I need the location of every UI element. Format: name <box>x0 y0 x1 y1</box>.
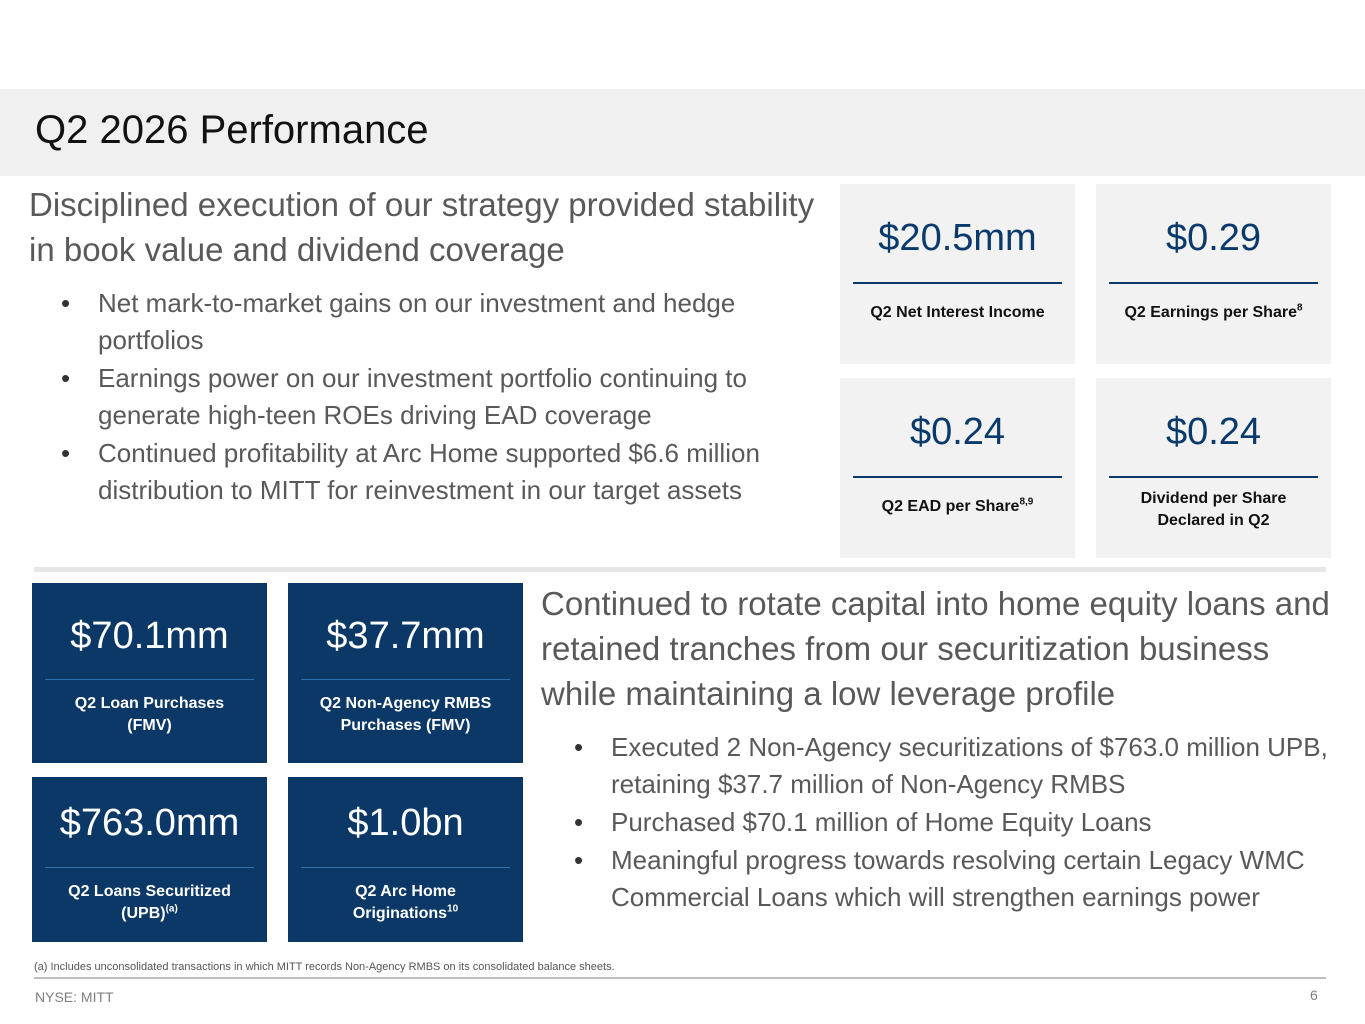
footnote-ref: (a) <box>165 903 178 915</box>
kpi-value: $70.1mm <box>70 615 229 657</box>
kpi-label: Q2 Loans Securitized (UPB)$^{(a)}$ <box>68 883 231 922</box>
page-number: 6 <box>1310 987 1318 1003</box>
section-divider <box>34 567 1326 572</box>
kpi-value: $20.5mm <box>878 217 1037 259</box>
kpi-earnings-per-share <box>1096 184 1331 364</box>
kpi-label: Q2 Non-Agency RMBS Purchases (FMV) <box>319 695 492 734</box>
kpi-dividend-per-share <box>1096 378 1331 558</box>
kpi-label: Dividend per Share Declared in Q2 <box>1140 490 1287 529</box>
kpi-label: Q2 Earnings per Share$^8$ <box>1124 302 1303 321</box>
kpi-value: $1.0bn <box>347 802 464 844</box>
kpi-divider <box>301 679 510 680</box>
kpi-arc-home-originations <box>288 777 523 942</box>
kpi-divider <box>1109 476 1318 478</box>
kpi-divider <box>853 282 1062 284</box>
footer-ticker: NYSE: MITT <box>35 989 114 1005</box>
bullet-item: • Executed 2 Non-Agency securitizations of $763.0 million UPB, retaining $37.7 million of Non-Agency RMBS <box>544 729 1334 803</box>
kpi-divider <box>45 679 254 680</box>
kpi-divider <box>853 476 1062 478</box>
section1-bullets <box>31 285 801 510</box>
kpi-label: Q2 Loan Purchases (FMV) <box>74 695 225 734</box>
section2-bullets <box>544 729 1334 917</box>
section1-headline: Disciplined execution of our strategy provided stability in book value and dividend coverage <box>29 186 815 268</box>
footnote-ref: 10 <box>447 903 459 915</box>
footnote-ref: 8 <box>1296 302 1303 314</box>
kpi-divider <box>301 867 510 868</box>
bullet-item: • Net mark-to-market gains on our investment and hedge portfolios <box>31 285 801 359</box>
kpi-loans-securitized <box>32 777 267 942</box>
kpi-divider <box>1109 282 1318 284</box>
footer-divider <box>34 977 1326 979</box>
kpi-non-agency-rmbs-purchases <box>288 583 523 763</box>
footnote: (a) Includes unconsolidated transactions in which MITT records Non-Agency RMBS on its consolidated balance sheets. <box>34 961 615 973</box>
kpi-value: $37.7mm <box>326 615 485 657</box>
kpi-divider <box>45 867 254 868</box>
kpi-loan-purchases <box>32 583 267 763</box>
bullet-item: • Meaningful progress towards resolving certain Legacy WMC Commercial Loans which will strengthen earnings power <box>544 842 1334 916</box>
bullet-item: • Purchased $70.1 million of Home Equity Loans <box>544 804 1334 841</box>
kpi-net-interest-income <box>840 184 1075 364</box>
kpi-value: $0.24 <box>909 411 1006 453</box>
kpi-label: Q2 Net Interest Income <box>870 304 1045 321</box>
kpi-value: $763.0mm <box>59 802 240 844</box>
kpi-value: $0.29 <box>1165 217 1262 259</box>
section2-headline: Continued to rotate capital into home equity loans and retained tranches from our securitization business while maintaining a low leverage profile <box>541 585 1330 712</box>
kpi-ead-per-share <box>840 378 1075 558</box>
bullet-item: • Earnings power on our investment portfolio continuing to generate high-teen ROEs driving EAD coverage <box>31 360 801 434</box>
kpi-label: Q2 EAD per Share$^{8,9}$ <box>881 496 1034 515</box>
footnote-ref: 8,9 <box>1019 496 1034 508</box>
page-title: Q2 2026 Performance <box>35 108 429 152</box>
kpi-value: $0.24 <box>1165 411 1262 453</box>
kpi-label: Q2 Arc Home Originations$^{10}$ <box>352 883 459 922</box>
bullet-item: • Continued profitability at Arc Home supported $6.6 million distribution to MITT for reinvestment in our target assets <box>31 435 801 509</box>
